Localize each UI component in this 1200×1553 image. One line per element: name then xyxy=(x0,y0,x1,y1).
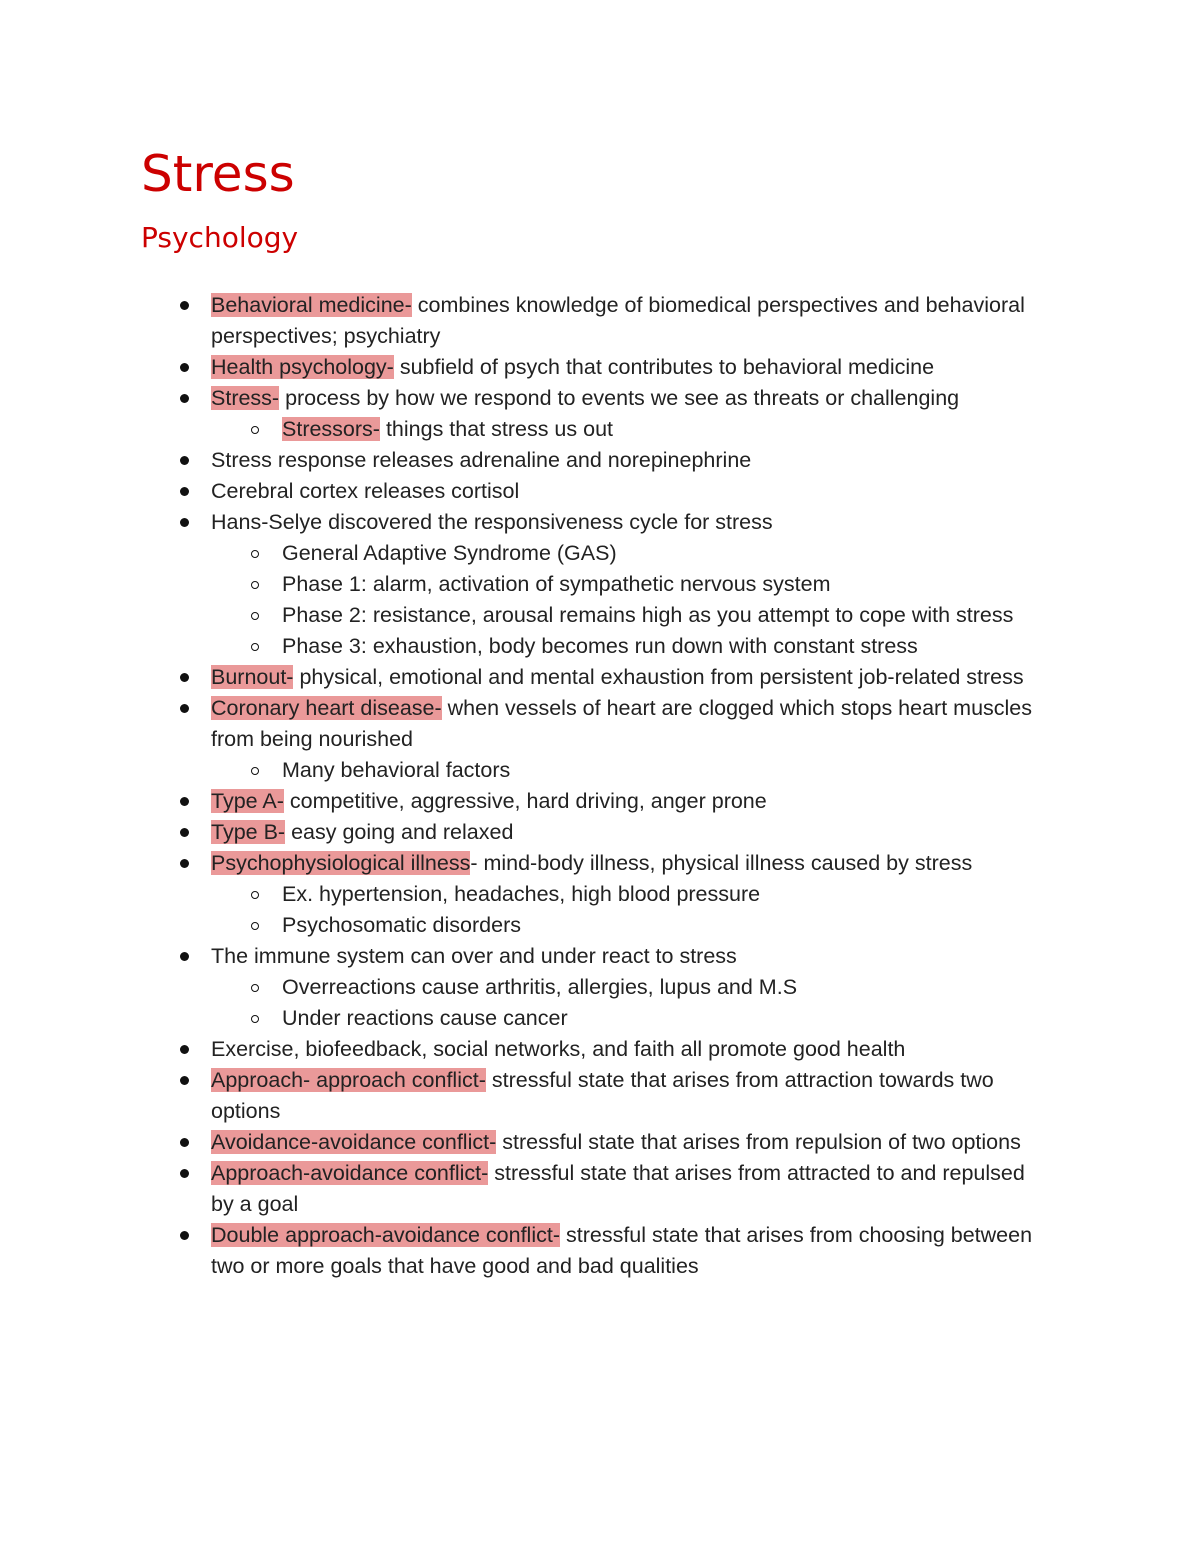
sub-list-item xyxy=(0,910,1032,941)
item-text: Exercise, biofeedback, social networks, and faith all promote good health xyxy=(211,1037,906,1061)
list-item xyxy=(0,693,1051,755)
item-text: Overreactions cause arthritis, allergies, lupus and M.S xyxy=(282,975,798,999)
bullet-dot-icon xyxy=(177,786,191,817)
list-item xyxy=(0,290,1051,352)
bullet-circle-icon xyxy=(248,1003,262,1034)
bullet-circle-icon xyxy=(248,879,262,910)
item-text: competitive, aggressive, hard driving, anger prone xyxy=(283,789,767,813)
item-text: physical, emotional and mental exhaustion from persistent job-related stress xyxy=(293,665,1024,689)
sub-list-item xyxy=(0,414,1032,445)
highlighted-term: Stress- xyxy=(211,386,280,410)
list-item xyxy=(0,1158,1051,1220)
bullet-dot-icon xyxy=(177,941,191,972)
highlighted-term: Health psychology- xyxy=(211,355,394,379)
list-item xyxy=(0,941,1051,972)
list-item xyxy=(0,662,1051,693)
item-text: - mind-body illness, physical illness caused by stress xyxy=(470,851,973,875)
bullet-dot-icon xyxy=(177,476,191,507)
list-item xyxy=(0,1127,1051,1158)
item-text: subfield of psych that contributes to behavioral medicine xyxy=(393,355,935,379)
bullet-circle-icon xyxy=(248,972,262,1003)
item-text: Ex. hypertension, headaches, high blood pressure xyxy=(282,882,761,906)
item-text: Stress response releases adrenaline and norepinephrine xyxy=(211,448,752,472)
list-item xyxy=(0,352,1051,383)
bullet-circle-icon xyxy=(248,910,262,941)
item-text: Cerebral cortex releases cortisol xyxy=(211,479,520,503)
document-subtitle: Psychology xyxy=(141,221,299,254)
sub-list-item xyxy=(0,1003,1032,1034)
item-text: General Adaptive Syndrome (GAS) xyxy=(282,541,617,565)
list-item xyxy=(0,1065,1051,1127)
sub-list-item xyxy=(0,755,1032,786)
sub-list-item xyxy=(0,569,1032,600)
bullet-dot-icon xyxy=(177,1034,191,1065)
item-text: stressful state that arises from attraction towards two options xyxy=(211,1068,994,1123)
item-text: stressful state that arises from attracted to and repulsed by a goal xyxy=(211,1161,1025,1216)
highlighted-term: Psychophysiological illness xyxy=(211,851,471,875)
highlighted-term: Stressors- xyxy=(282,417,380,441)
item-text: Phase 2: resistance, arousal remains high as you attempt to cope with stress xyxy=(282,603,1014,627)
bullet-circle-icon xyxy=(248,538,262,569)
sub-list-item xyxy=(0,600,1032,631)
item-text: stressful state that arises from repulsion of two options xyxy=(496,1130,1021,1154)
highlighted-term: Avoidance-avoidance conflict- xyxy=(211,1130,497,1154)
item-text: Phase 3: exhaustion, body becomes run down with constant stress xyxy=(282,634,918,658)
bullet-dot-icon xyxy=(177,817,191,848)
sub-list-item xyxy=(0,879,1032,910)
item-text: Psychosomatic disorders xyxy=(282,913,521,937)
highlighted-term: Double approach-avoidance conflict- xyxy=(211,1223,560,1247)
bullet-circle-icon xyxy=(248,631,262,662)
item-text: Phase 1: alarm, activation of sympathetic nervous system xyxy=(282,572,831,596)
bullet-dot-icon xyxy=(177,693,191,724)
item-text: Many behavioral factors xyxy=(282,758,511,782)
highlighted-term: Coronary heart disease- xyxy=(211,696,442,720)
item-text: things that stress us out xyxy=(379,417,614,441)
bullet-dot-icon xyxy=(177,383,191,414)
highlighted-term: Burnout- xyxy=(211,665,294,689)
bullet-circle-icon xyxy=(248,414,262,445)
bullet-dot-icon xyxy=(177,1127,191,1158)
item-text: The immune system can over and under react to stress xyxy=(211,944,737,968)
list-item xyxy=(0,786,1051,817)
bullet-dot-icon xyxy=(177,352,191,383)
sub-list-item xyxy=(0,972,1032,1003)
list-item xyxy=(0,1034,1051,1065)
notes-list xyxy=(0,290,1200,1282)
item-text: process by how we respond to events we see as threats or challenging xyxy=(279,386,960,410)
item-text: combines knowledge of biomedical perspectives and behavioral perspectives; psychiatry xyxy=(211,293,1025,348)
highlighted-term: Approach- approach conflict- xyxy=(211,1068,486,1092)
bullet-circle-icon xyxy=(248,755,262,786)
bullet-dot-icon xyxy=(177,290,191,321)
bullet-dot-icon xyxy=(177,1220,191,1251)
item-text: easy going and relaxed xyxy=(285,820,514,844)
list-item xyxy=(0,383,1051,414)
bullet-dot-icon xyxy=(177,662,191,693)
list-item xyxy=(0,507,1051,538)
item-text: stressful state that arises from choosing between two or more goals that have good and bad qualities xyxy=(211,1223,1033,1278)
bullet-dot-icon xyxy=(177,848,191,879)
list-item xyxy=(0,476,1051,507)
sub-list-item xyxy=(0,631,1032,662)
bullet-circle-icon xyxy=(248,600,262,631)
bullet-circle-icon xyxy=(248,569,262,600)
highlighted-term: Type B- xyxy=(211,820,286,844)
bullet-dot-icon xyxy=(177,1158,191,1189)
list-item xyxy=(0,1220,1051,1282)
item-text: Under reactions cause cancer xyxy=(282,1006,568,1030)
document-title: Stress xyxy=(141,145,295,203)
bullet-dot-icon xyxy=(177,507,191,538)
highlighted-term: Behavioral medicine- xyxy=(211,293,412,317)
list-item xyxy=(0,445,1051,476)
sub-list-item xyxy=(0,538,1032,569)
list-item xyxy=(0,848,1051,879)
list-item xyxy=(0,817,1051,848)
item-text: Hans-Selye discovered the responsiveness cycle for stress xyxy=(211,510,773,534)
highlighted-term: Approach-avoidance conflict- xyxy=(211,1161,489,1185)
item-text: when vessels of heart are clogged which stops heart muscles from being nourished xyxy=(211,696,1033,751)
bullet-dot-icon xyxy=(177,1065,191,1096)
bullet-dot-icon xyxy=(177,445,191,476)
highlighted-term: Type A- xyxy=(211,789,284,813)
